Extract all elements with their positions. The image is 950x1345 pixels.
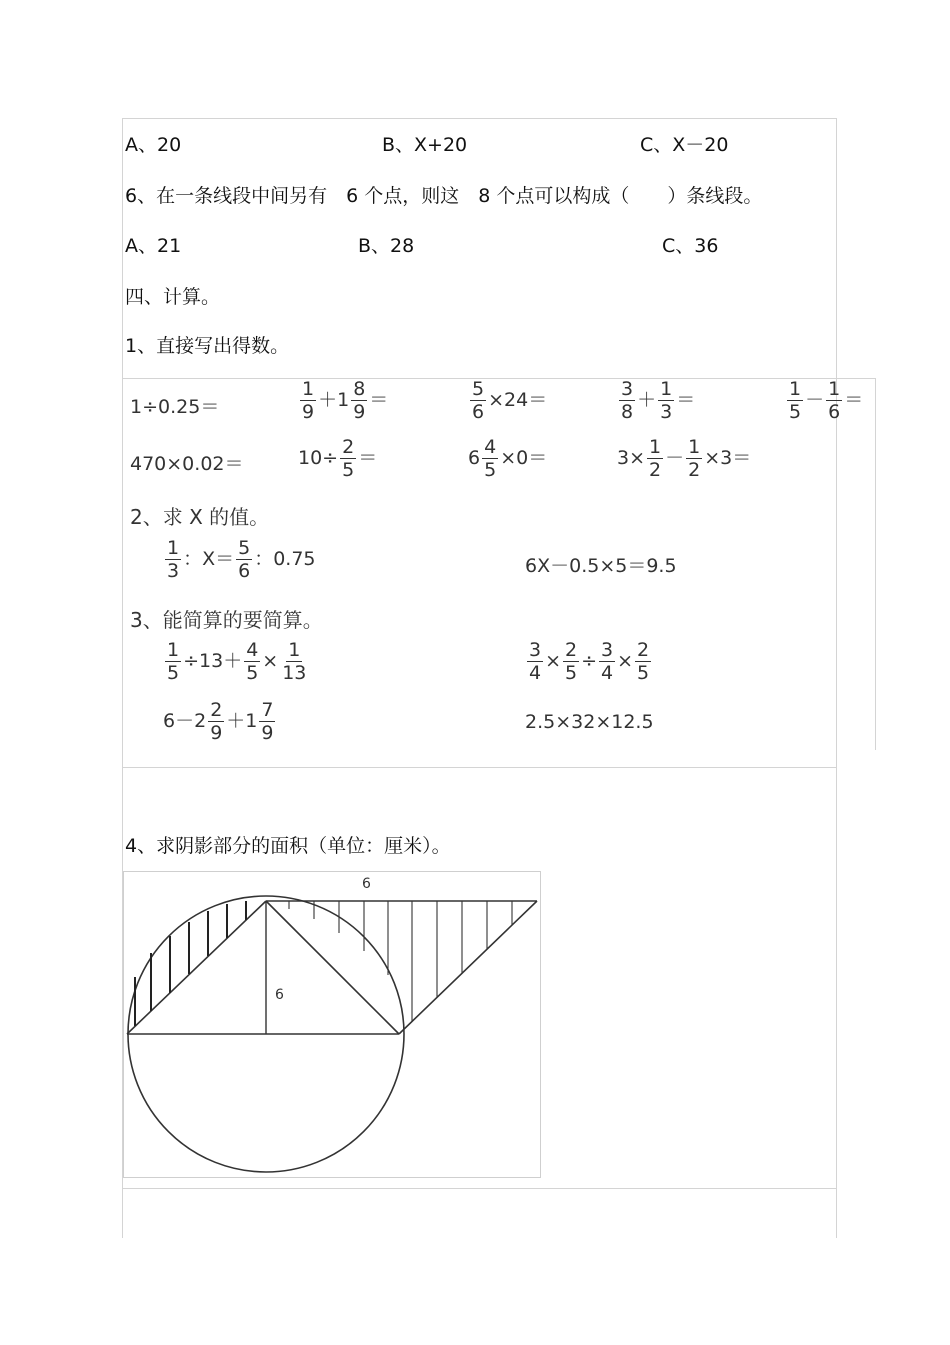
simplify-expr-2: $\frac{3}{4}$ × $\frac{2}{5}$ ÷ $\frac{3}{4}$ × $\frac{2}{5}$ [529, 639, 650, 684]
shaded-area-figure [123, 871, 542, 1179]
label-top-length: 6 [362, 876, 371, 892]
section-title: 四、计算。 [125, 286, 221, 308]
q5-option-a: A、20 [125, 134, 182, 156]
q6-option-c: C、36 [662, 235, 719, 257]
q6-stem: 6、在一条线段中间另有 6 个点，则这 8 个点可以构成（ ）条线段。 [125, 185, 763, 207]
figure-svg [123, 871, 542, 1179]
q6-option-b: B、28 [358, 235, 415, 257]
q4-title: 4、求阴影部分的面积（单位：厘米）。 [125, 835, 451, 857]
q5-option-b: B、X+20 [382, 134, 468, 156]
expr-2-3: 6 $\frac{4}{5}$ ×0＝ [468, 436, 548, 481]
simplify-expr-4: 2.5×32×12.5 [525, 711, 654, 733]
simplify-expr-3: 6－2 $\frac{2}{9}$ ＋1 $\frac{7}{9}$ [163, 699, 274, 744]
hatch-left-segment [135, 901, 246, 1026]
solve-x-equation-2: 6X－0.5×5＝9.5 [525, 555, 677, 577]
q6-option-a: A、21 [125, 235, 182, 257]
frame-right-border [836, 118, 837, 1238]
label-height: 6 [275, 987, 284, 1003]
triangle-right-side [266, 901, 399, 1034]
q5-option-c: C、X－20 [640, 134, 729, 156]
expr-1-2: $\frac{1}{9}$ ＋1 $\frac{8}{9}$ ＝ [302, 378, 389, 423]
figure-border [124, 872, 541, 1178]
expr-1-3: $\frac{5}{6}$ ×24＝ [472, 378, 548, 423]
expr-1-5: $\frac{1}{5}$ － $\frac{1}{6}$ ＝ [789, 378, 864, 423]
subsection-title: 1、直接写出得数。 [125, 335, 290, 357]
expr-2-4: 3× $\frac{1}{2}$ － $\frac{1}{2}$ ×3＝ [617, 436, 752, 481]
expr-2-2: 10÷ $\frac{2}{5}$ ＝ [298, 436, 378, 481]
expr-2-1: 470×0.02＝ [130, 453, 244, 475]
frame-divider [122, 1188, 837, 1189]
expr-1-1: 1÷0.25＝ [130, 396, 220, 418]
frame-top-border [122, 118, 837, 119]
calc3-title: 3、能简算的要简算。 [130, 608, 323, 632]
frame-divider [122, 767, 837, 768]
calc2-title: 2、求 X 的值。 [130, 505, 270, 529]
simplify-expr-1: $\frac{1}{5}$ ÷13＋ $\frac{4}{5}$ × $\frac{1}{13}$ [167, 639, 307, 684]
solve-x-equation-1: $\frac{1}{3}$ ：X＝ $\frac{5}{6}$ ：0.75 [167, 537, 316, 582]
slant-line [399, 901, 537, 1034]
triangle-left-side [127, 901, 266, 1034]
image-block-right [875, 378, 876, 750]
expr-1-4: $\frac{3}{8}$ ＋ $\frac{1}{3}$ ＝ [621, 378, 696, 423]
